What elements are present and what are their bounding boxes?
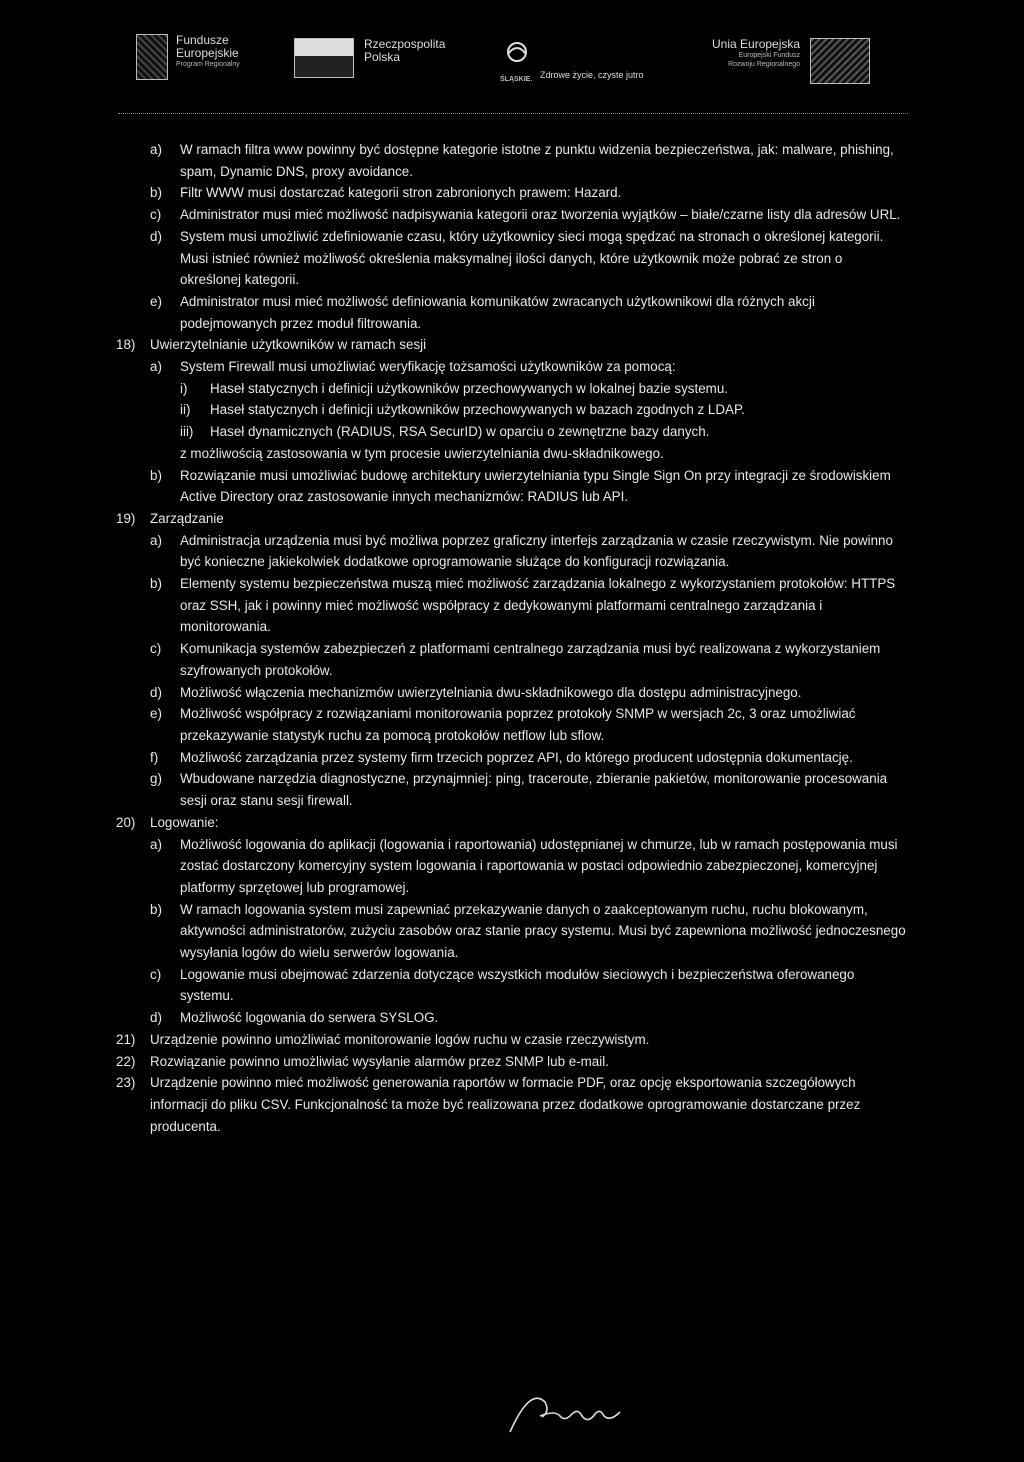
item-text: Haseł statycznych i definicji użytkowników przechowywanych w lokalnej bazie systemu. xyxy=(210,380,728,396)
list-item xyxy=(150,204,906,226)
item-text: W ramach logowania system musi zapewniać przekazywanie danych o zaakceptowanym ruchu, ruchu blokowanym, aktywności administratorów, zużyciu zasobów oraz stanie pracy systemu. Musi być zapewniona możliwość jednoczesnego wysyłania logów do wielu serwerów logowania. xyxy=(180,901,906,961)
rzeczpospolita-polska-logo xyxy=(294,38,445,78)
item-label: e) xyxy=(150,293,162,309)
eu-flag-icon xyxy=(810,38,870,84)
item-label: a) xyxy=(150,532,162,548)
eu-line3: Rozwoju Regionalnego xyxy=(728,61,801,68)
list-item xyxy=(180,421,906,443)
list-item xyxy=(150,530,906,573)
item-text: Możliwość logowania do aplikacji (logowania i raportowania) udostępnianej w chmurze, lub w ramach postępowania musi zostać dostarczony komercyjny system logowania i raportowania w postaci odpowiednio zabezpieczonej, komercyjnej platformy sprzętowej lub programowej. xyxy=(180,836,898,895)
fe-emblem-icon xyxy=(136,34,168,80)
numbered-section xyxy=(116,812,906,834)
item-text: Możliwość współpracy z rozwiązaniami monitorowania poprzez protokoły SNMP w wersjach 2c, 3 oraz umożliwiać przekazywanie statystyk ruchu za pomocą protokołów netflow lub sflow. xyxy=(180,706,856,743)
fe-line1: Fundusze xyxy=(176,33,229,47)
pl-line1: Rzeczpospolita xyxy=(364,37,446,51)
item-label: 21) xyxy=(116,1031,136,1047)
item-text: Rozwiązanie powinno umożliwiać wysyłanie alarmów przez SNMP lub e-mail. xyxy=(150,1053,609,1069)
item-text: Wbudowane narzędzia diagnostyczne, przynajmniej: ping, traceroute, zbieranie pakietów, monitorowanie procesowania sesji oraz stanu sesji firewall. xyxy=(180,771,888,809)
item-text: Możliwość włączenia mechanizmów uwierzytelniania dwu-składnikowego dla dostępu administracyjnego. xyxy=(180,684,802,700)
page-header xyxy=(0,0,1024,118)
item-text: Logowanie: xyxy=(150,814,219,830)
item-label: e) xyxy=(150,706,162,722)
item-label: b) xyxy=(150,467,162,483)
item-text: Haseł dynamicznych (RADIUS, RSA SecurID) w oparciu o zewnętrzne bazy danych. xyxy=(210,424,710,440)
item-label: 22) xyxy=(116,1053,136,1069)
item-text: Uwierzytelnianie użytkowników w ramach sesji xyxy=(150,337,427,353)
item-label: d) xyxy=(150,684,162,700)
fundusze-europejskie-logo xyxy=(136,34,240,80)
item-text: Urządzenie powinno umożliwiać monitorowanie logów ruchu w czasie rzeczywistym. xyxy=(150,1031,650,1047)
item-text: System musi umożliwić zdefiniowanie czasu, który użytkownicy sieci mogą spędzać na stronach o określonej kategorii. Musi istnieć również możliwość określenia maksymalnej ilości danych, które użytkownik może pobrać ze stron o określonej kategorii. xyxy=(180,228,884,288)
item-label: a) xyxy=(150,836,162,852)
list-item xyxy=(150,1007,906,1029)
slaskie-tagline: Zdrowe życie, czyste jutro xyxy=(540,70,644,80)
item-text: Zarządzanie xyxy=(150,510,224,526)
item-label: a) xyxy=(150,142,162,157)
slaskie-logo xyxy=(500,40,644,84)
item-text: Rozwiązanie musi umożliwiać budowę architektury uwierzytelniania typu Single Sign On przy integracji ze środowiskiem Active Directory oraz zastosowanie innych mechanizmów: RADIUS lub API. xyxy=(180,467,891,505)
item-text: Haseł statycznych i definicji użytkowników przechowywanych w bazach zgodnych z LDAP. xyxy=(210,402,745,418)
list-item xyxy=(150,899,906,964)
item-text: Logowanie musi obejmować zdarzenia dotyczące wszystkich modułów sieciowych i bezpieczeństwa oferowanego systemu. xyxy=(180,966,855,1004)
item-label: g) xyxy=(150,771,162,787)
list-item xyxy=(150,682,906,704)
list-item xyxy=(180,443,906,465)
item-text: Administracja urządzenia musi być możliwa poprzez graficzny interfejs zarządzania w czasie rzeczywistym. Nie powinno być konieczne jakiekolwiek dodatkowe oprogramowanie służące do konfiguracji rozwiązania. xyxy=(180,532,893,570)
numbered-section xyxy=(116,1051,906,1073)
eu-line2: Europejski Fundusz xyxy=(738,52,801,59)
numbered-section xyxy=(116,1029,906,1051)
item-label: a) xyxy=(150,359,162,375)
list-item xyxy=(180,378,906,400)
item-text: Administrator musi mieć możliwość nadpisywania kategorii oraz tworzenia wyjątków – białe/czarne listy dla adresów URL. xyxy=(180,207,901,223)
list-item xyxy=(150,573,906,638)
item-label: f) xyxy=(150,749,159,765)
item-text: Elementy systemu bezpieczeństwa muszą mieć możliwość zarządzania lokalnego z wykorzystaniem protokołów: HTTPS oraz SSH, jak i powinny mieć możliwość współpracy z dedykowanymi platformami centralnego zarządzania i monitorowania. xyxy=(180,576,896,635)
item-text: Komunikacja systemów zabezpieczeń z platformami centralnego zarządzania musi być realizowana z wykorzystaniem szyfrowanych protokołów. xyxy=(180,641,881,678)
item-label: i) xyxy=(180,380,188,396)
slaskie-emblem-icon xyxy=(500,40,534,70)
item-label: c) xyxy=(150,641,162,657)
list-item xyxy=(150,768,906,811)
header-divider xyxy=(118,113,908,114)
item-label: b) xyxy=(150,901,162,917)
list-item xyxy=(150,356,906,378)
item-text: W ramach filtra www powinny być dostępne kategorie istotne z punktu widzenia bezpieczeństwa, jak: malware, phishing, spam, Dynamic DNS, proxy avoidance. xyxy=(180,142,894,179)
numbered-section xyxy=(116,1072,906,1137)
fe-line3: Program Regionalny xyxy=(176,61,240,68)
item-label: d) xyxy=(150,1010,162,1026)
numbered-section xyxy=(116,334,906,356)
list-item xyxy=(150,291,906,334)
fe-line2: Europejskie xyxy=(176,46,239,60)
item-label: b) xyxy=(150,185,162,201)
list-item xyxy=(150,964,906,1007)
item-label: b) xyxy=(150,576,162,592)
numbered-section xyxy=(116,508,906,530)
list-item xyxy=(150,226,906,291)
item-text: System Firewall musi umożliwiać weryfikację tożsamości użytkowników za pomocą: xyxy=(180,359,676,375)
item-label: ii) xyxy=(180,402,191,418)
list-item xyxy=(150,465,906,508)
list-item xyxy=(150,747,906,769)
item-text: Możliwość zarządzania przez systemy firm trzecich poprzez API, do którego producent udostępnia dokumentację. xyxy=(180,749,853,765)
document-body xyxy=(116,139,906,1137)
item-text: Urządzenie powinno mieć możliwość generowania raportów w formacie PDF, oraz opcję eksportowania szczegółowych informacji do pliku CSV. Funkcjonalność ta może być realizowana przez dodatkowe oprogramowanie dostarczane przez producenta. xyxy=(150,1075,861,1134)
item-label: c) xyxy=(150,207,162,223)
item-label: d) xyxy=(150,228,162,244)
item-text: Możliwość logowania do serwera SYSLOG. xyxy=(180,1010,439,1026)
list-item xyxy=(150,139,906,182)
polish-flag-icon xyxy=(294,38,354,78)
item-label: 23) xyxy=(116,1075,136,1091)
slaskie-wordmark: ŚLĄSKIE. xyxy=(500,76,533,83)
item-label: c) xyxy=(150,966,162,982)
list-item xyxy=(150,834,906,899)
item-label: 18) xyxy=(116,337,136,353)
item-label: 19) xyxy=(116,510,136,526)
item-label: 20) xyxy=(116,814,136,830)
item-label: iii) xyxy=(180,424,194,440)
list-item xyxy=(180,399,906,421)
list-item xyxy=(150,182,906,204)
unia-europejska-logo xyxy=(712,38,870,84)
item-text: Filtr WWW musi dostarczać kategorii stron zabronionych prawem: Hazard. xyxy=(180,185,622,201)
pl-line2: Polska xyxy=(364,50,401,64)
list-item xyxy=(150,703,906,746)
item-text: Administrator musi mieć możliwość definiowania komunikatów zwracanych użytkownikowi dla różnych akcji podejmowanych przez moduł filtrowania. xyxy=(180,293,815,331)
handwritten-signature xyxy=(500,1382,630,1442)
eu-line1: Unia Europejska xyxy=(712,37,801,51)
list-item xyxy=(150,638,906,681)
item-text: z możliwością zastosowania w tym procesie uwierzytelniania dwu-składnikowego. xyxy=(180,445,664,461)
